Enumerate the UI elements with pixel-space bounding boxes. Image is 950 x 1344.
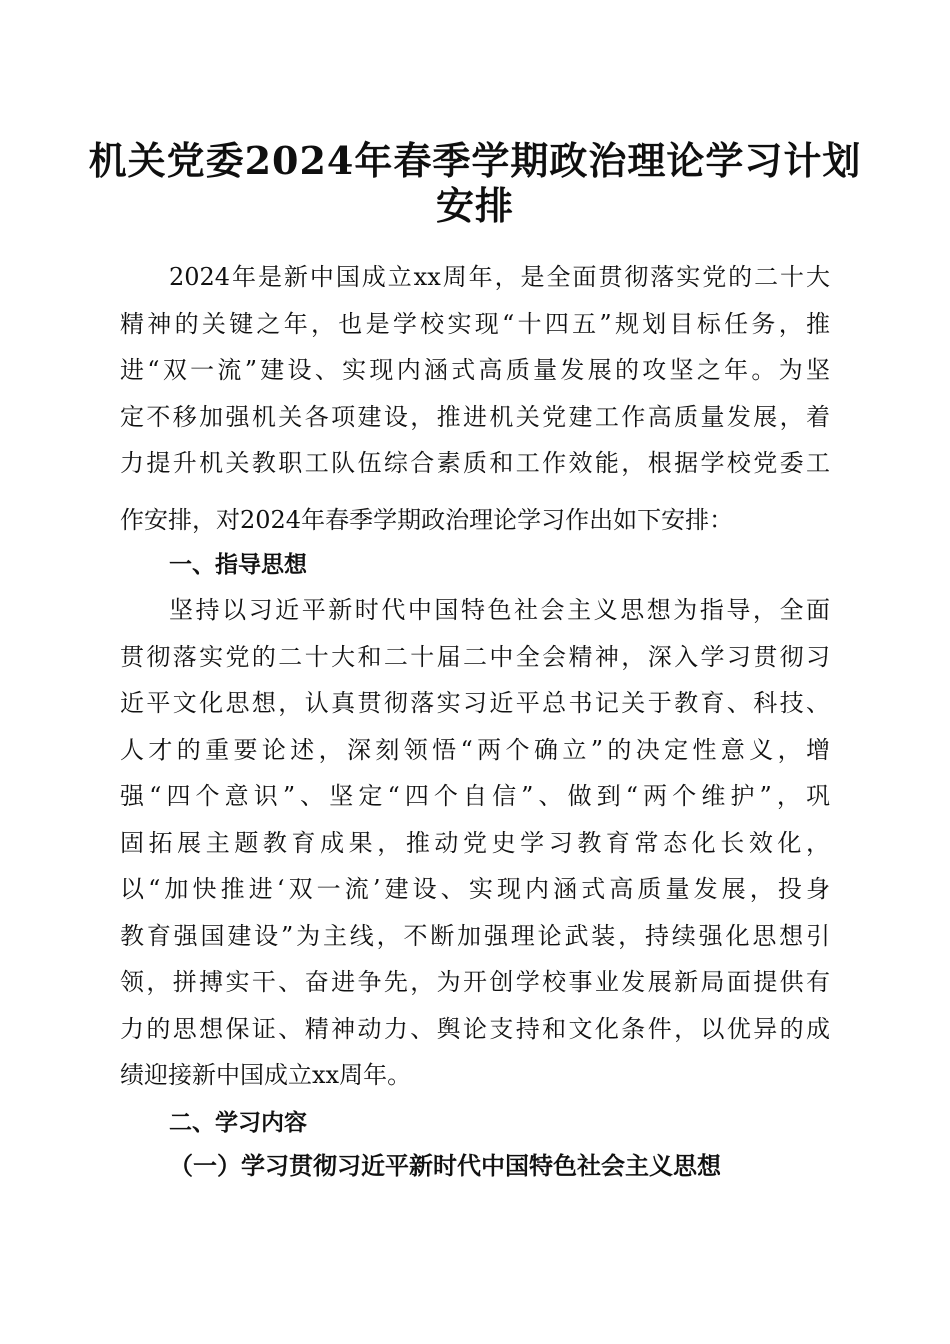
intro-line: 进“双一流”建设、实现内涵式高质量发展的攻坚之年。为坚 — [120, 356, 830, 384]
intro-line: 定不移加强机关各项建设，推进机关党建工作高质量发展，着 — [120, 403, 830, 431]
paragraph-line: 贯彻落实党的二十大和二十届二中全会精神，深入学习贯彻习 — [120, 643, 830, 671]
section-heading-study-content: 二、学习内容 — [169, 1110, 307, 1136]
subsection-heading: （一）学习贯彻习近平新时代中国特色社会主义思想 — [169, 1151, 721, 1180]
paragraph-line: 教育强国建设”为主线，不断加强理论武装，持续强化思想引 — [120, 922, 830, 950]
paragraph-line: 绩迎接新中国成立xx周年。 — [120, 1061, 412, 1089]
paragraph-line: 近平文化思想，认真贯彻落实习近平总书记关于教育、科技、 — [120, 689, 830, 717]
intro-line: 作安排，对2024年春季学期政治理论学习作出如下安排： — [120, 506, 734, 534]
section-heading-guiding-ideology: 一、指导思想 — [169, 552, 307, 578]
document-title-line-1: 机关党委2024年春季学期政治理论学习计划 — [88, 138, 862, 183]
intro-line: 精神的关键之年，也是学校实现“十四五”规划目标任务，推 — [120, 310, 830, 338]
paragraph-line: 强“四个意识”、坚定“四个自信”、做到“两个维护”，巩 — [120, 782, 830, 810]
paragraph-line: 坚持以习近平新时代中国特色社会主义思想为指导，全面 — [169, 596, 830, 624]
document-title-line-2: 安排 — [435, 183, 514, 228]
paragraph-line: 领，拼搏实干、奋进争先，为开创学校事业发展新局面提供有 — [120, 968, 830, 996]
paragraph-line: 人才的重要论述，深刻领悟“两个确立”的决定性意义，增 — [120, 736, 830, 764]
intro-line: 力提升机关教职工队伍综合素质和工作效能，根据学校党委工 — [120, 449, 830, 477]
intro-line: 2024年是新中国成立xx周年，是全面贯彻落实党的二十大 — [169, 263, 830, 291]
paragraph-line: 固拓展主题教育成果，推动党史学习教育常态化长效化， — [120, 829, 830, 857]
paragraph-line: 力的思想保证、精神动力、舆论支持和文化条件，以优异的成 — [120, 1015, 830, 1043]
paragraph-line: 以“加快推进‘双一流’建设、实现内涵式高质量发展，投身 — [120, 875, 830, 903]
